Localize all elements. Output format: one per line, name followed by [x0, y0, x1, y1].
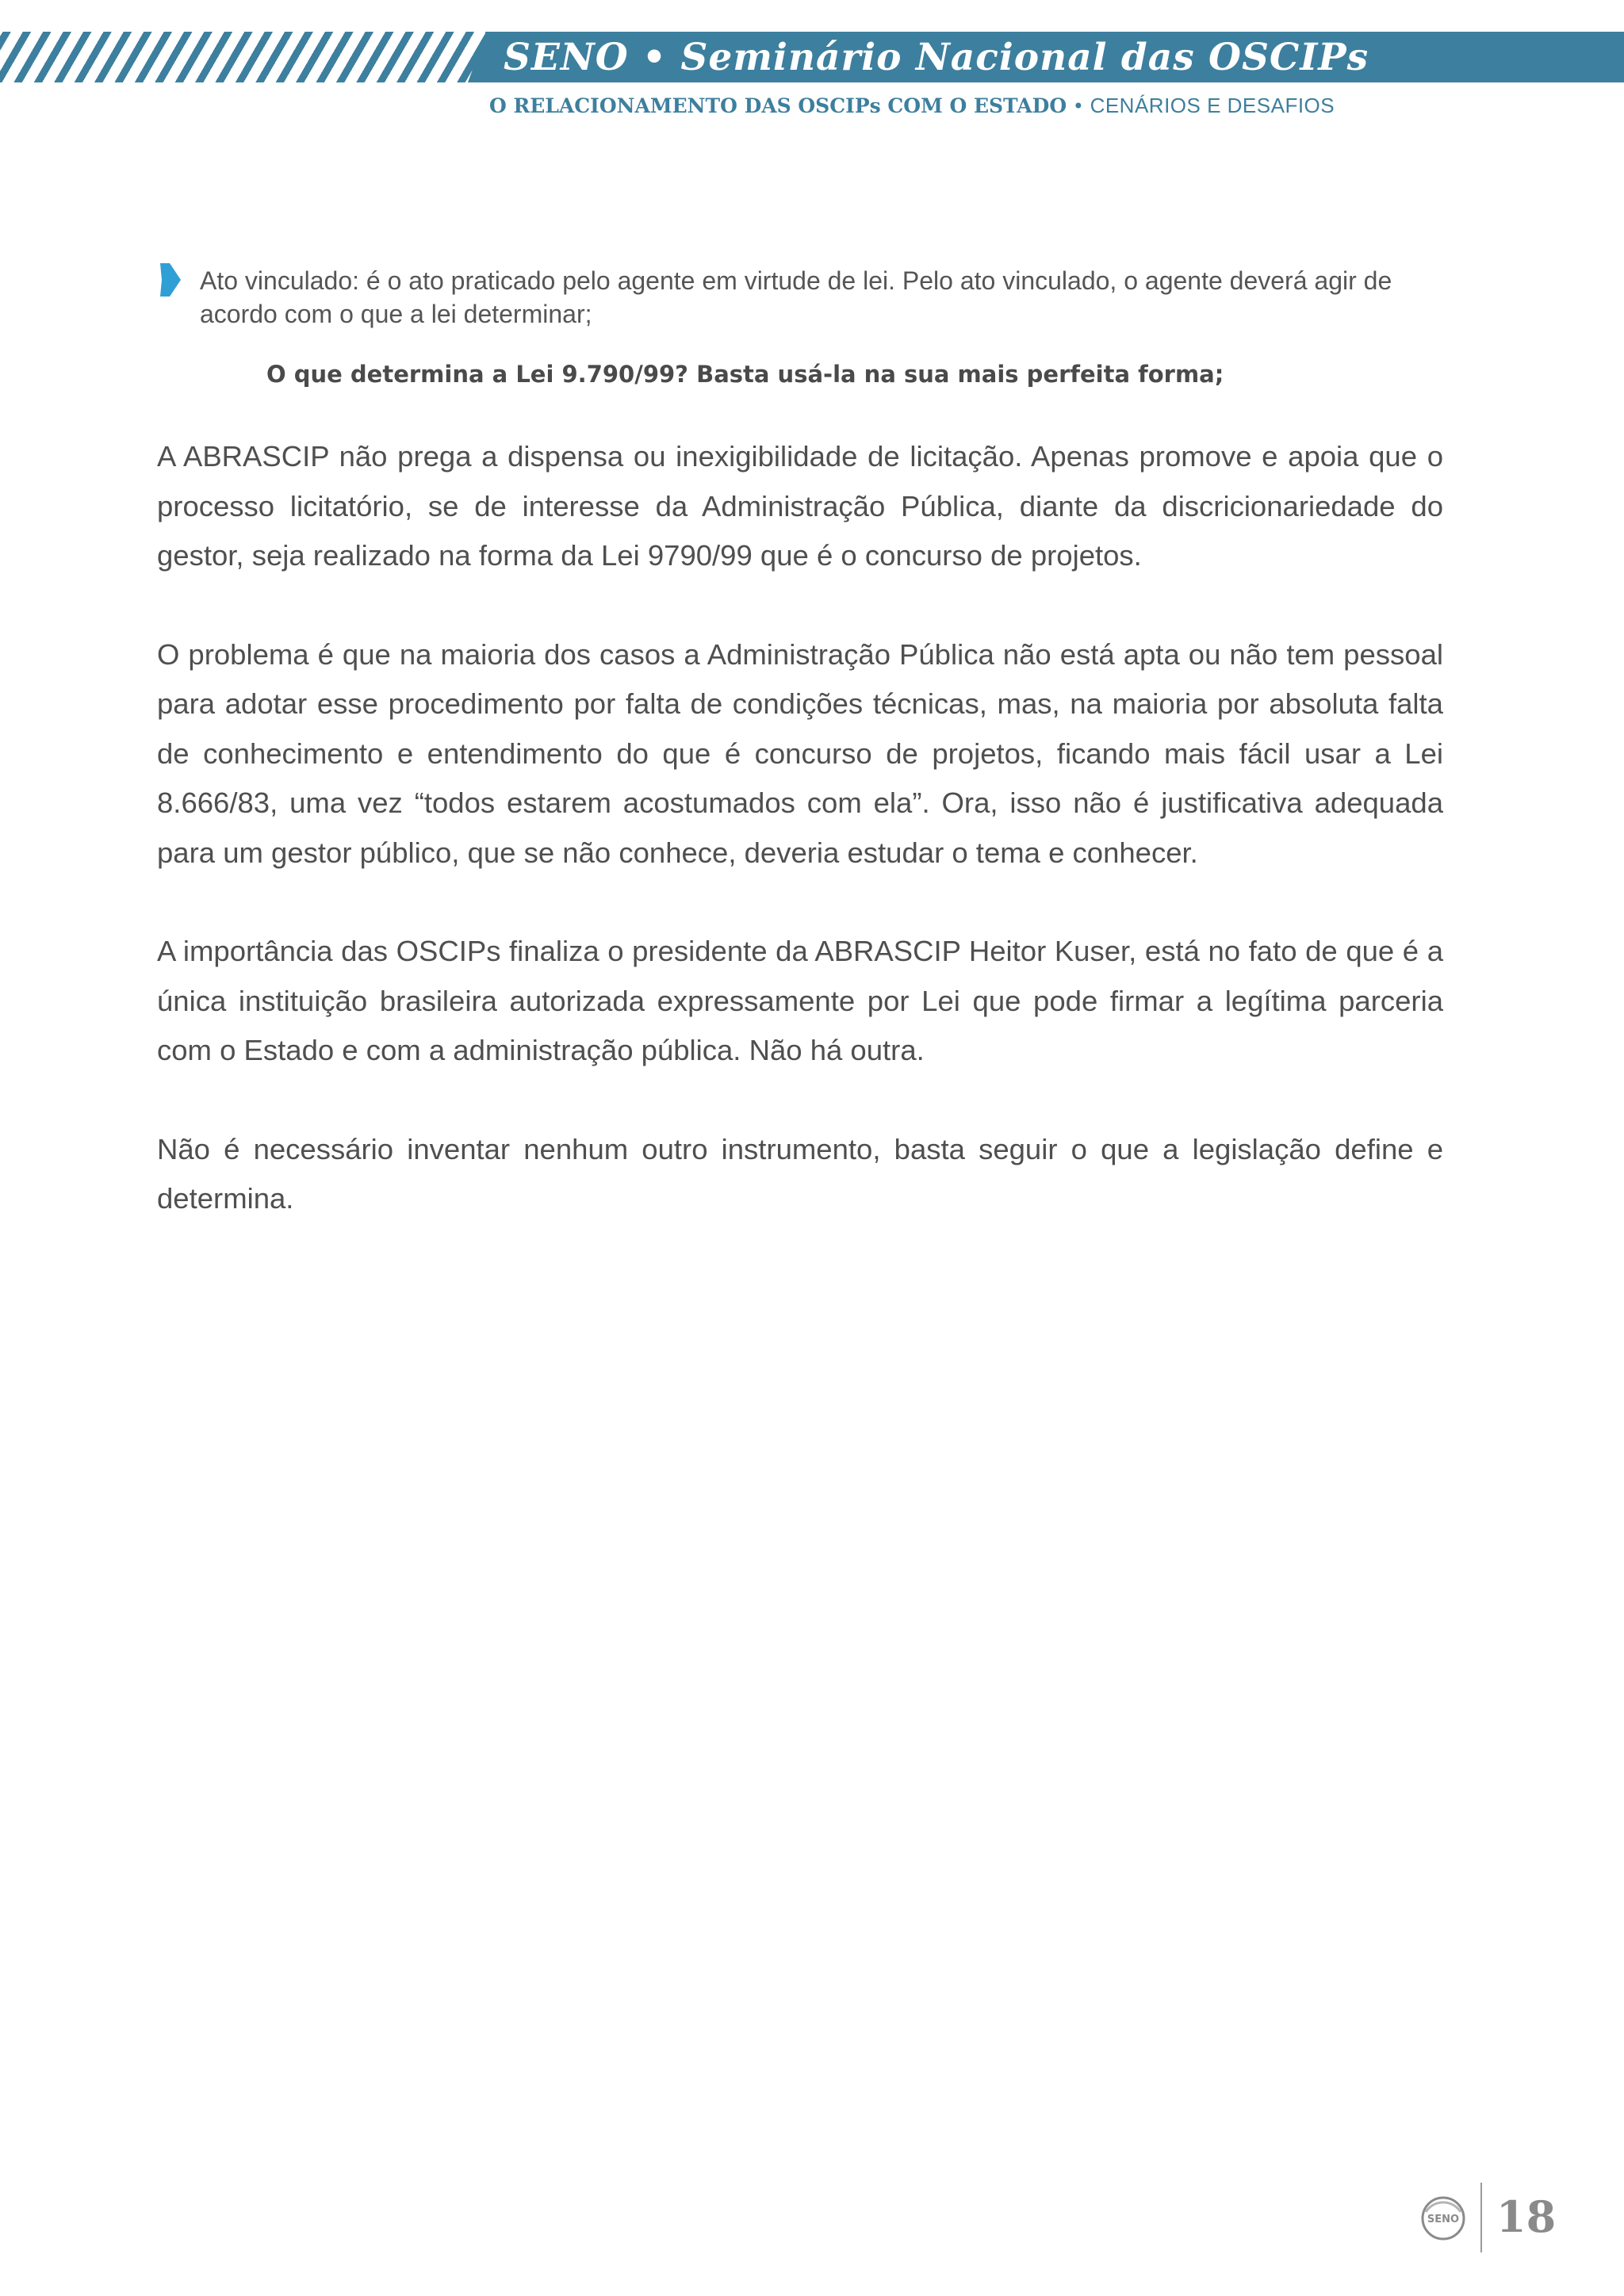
header-subtitle-strong: O RELACIONAMENTO DAS OSCIPs COM O ESTADO [489, 94, 1067, 117]
paragraph: A importância das OSCIPs finaliza o presidente da ABRASCIP Heitor Kuser, está no fato de que é a única instituição brasileira autorizada expressamente por Lei que pode firmar a legítima parceria com o Estado e com a administração pública. Não há outra. [157, 935, 1443, 1066]
highlight-quote: O que determina a Lei 9.790/99? Basta usá-la na sua mais perfeita forma; [266, 361, 1224, 388]
arrow-bullet-icon [157, 262, 182, 298]
header-subtitle-light: CENÁRIOS E DESAFIOS [1090, 94, 1335, 117]
body-text [157, 432, 1443, 1273]
seno-logo-icon [1419, 2195, 1467, 2242]
paragraph: O problema é que na maioria dos casos a Administração Pública não está apta ou não tem pessoal para adotar esse procedimento por falta de condições técnicas, mas, na maioria por absoluta falta de conhecimento e entendimento do que é concurso de projetos, ficando mais fácil usar a Lei 8.666/83, uma vez “todos estarem acostumados com ela”. Ora, isso não é justificativa adequada para um gestor público, que se não conhece, deveria estudar o tema e conhecer. [157, 637, 1443, 869]
header-stripes [0, 32, 485, 82]
paragraph: Não é necessário inventar nenhum outro instrumento, basta seguir o que a legislação define e determina. [157, 1132, 1443, 1215]
page-number: 18 [1496, 2191, 1557, 2242]
header-subtitle [489, 94, 1335, 118]
paragraph: A ABRASCIP não prega a dispensa ou inexigibilidade de licitação. Apenas promove e apoia que o processo licitatório, se de interesse da Administração Pública, diante da discricionariedade do gestor, seja realizado na forma da Lei 9790/99 que é o concurso de projetos. [157, 440, 1443, 572]
bullet-text: Ato vinculado: é o ato praticado pelo agente em virtude de lei. Pelo ato vinculado, o agente deverá agir de acordo com o que a lei determinar; [200, 266, 1392, 328]
footer-divider [1480, 2183, 1482, 2252]
logo-text: SENO [1427, 2214, 1460, 2225]
header-title: SENO • Seminário Nacional das OSCIPs [504, 36, 1369, 79]
header-subtitle-separator: • [1067, 95, 1090, 117]
